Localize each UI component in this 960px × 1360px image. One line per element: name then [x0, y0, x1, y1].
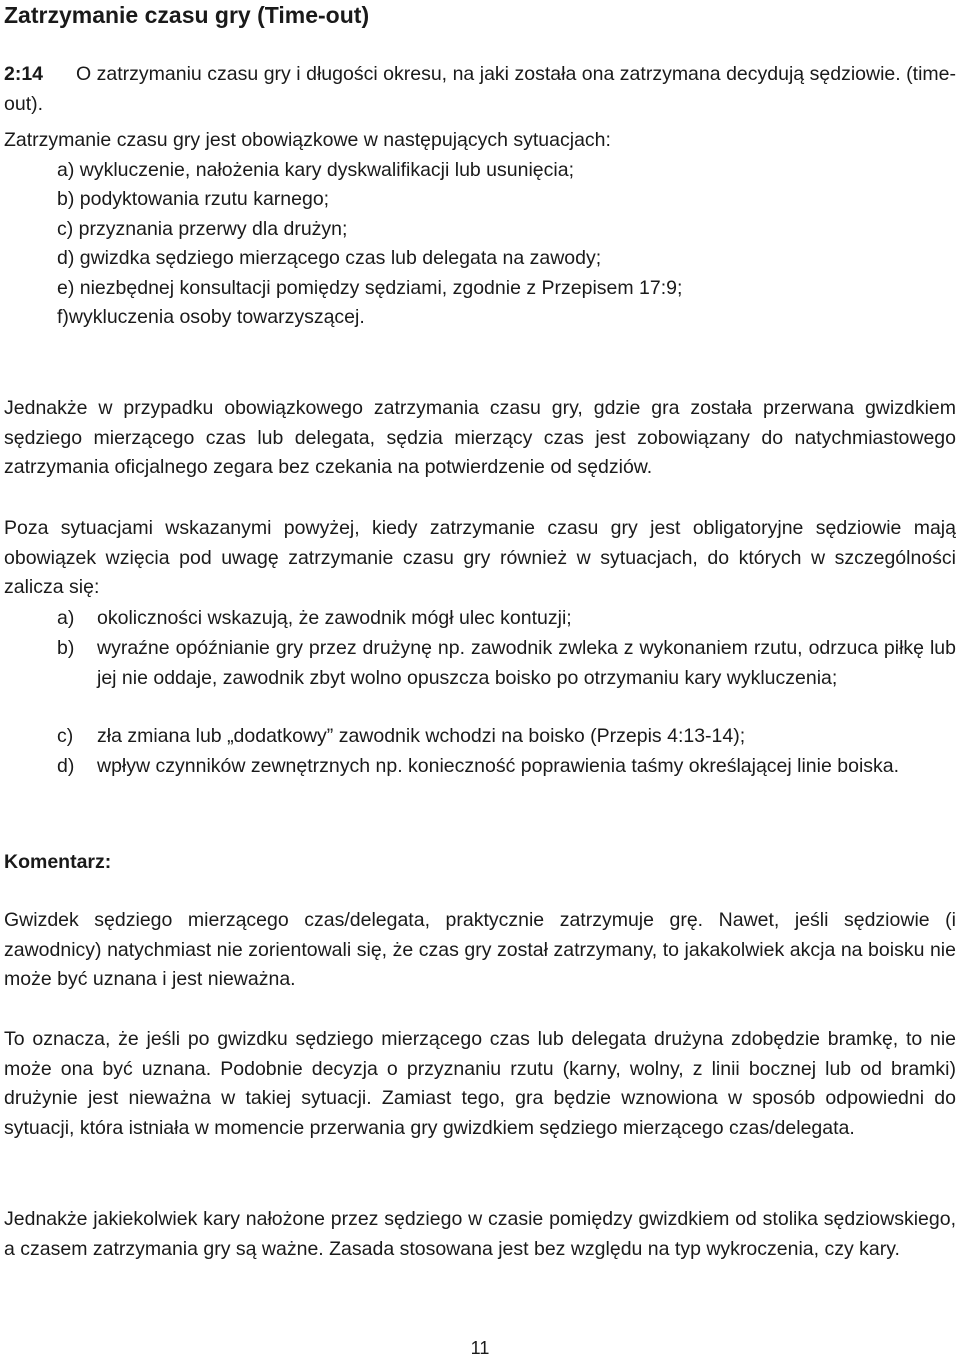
rule-number: 2:14: [4, 63, 44, 85]
mandatory-item-f: f)wykluczenia osoby towarzyszącej.: [57, 306, 365, 328]
mandatory-item-c: c) przyznania przerwy dla drużyn;: [57, 218, 348, 240]
comment-paragraph-3: Jednakże jakiekolwiek kary nałożone przez sędziego w czasie pomiędzy gwizdkiem od stolika sędziowskiego, a czasem zatrzymania gry są ważne. Zasada stosowana jest bez względu na typ wykroczenia, czy kary.: [4, 1208, 956, 1260]
situation-mark: c): [57, 725, 74, 747]
mandatory-intro: Zatrzymanie czasu gry jest obowiązkowe w następujących sytuacjach:: [4, 129, 611, 151]
situation-mark: b): [57, 637, 75, 659]
mandatory-item-d: d) gwizdka sędziego mierzącego czas lub delegata na zawody;: [57, 247, 602, 269]
page-title: Zatrzymanie czasu gry (Time-out): [4, 2, 370, 28]
situation-mark: d): [57, 755, 75, 777]
situation-mark: a): [57, 607, 75, 629]
mandatory-item-b: b) podyktowania rzutu karnego;: [57, 188, 330, 210]
situation-text: wyraźne opóźnianie gry przez drużynę np. zawodnik zwleka z wykonaniem rzutu, odrzuca piłkę lub jej nie oddaje, zawodnik zbyt wolno opuszcza boisko po otrzymaniu kary wykluczenia;: [97, 637, 956, 689]
situation-text: wpływ czynników zewnętrznych np. konieczność poprawienia taśmy określającej linie boiska.: [97, 755, 900, 777]
rule-text: O zatrzymaniu czasu gry i długości okresu, na jaki została ona zatrzymana decydują sędziowie. (time-out).: [4, 63, 956, 115]
situation-text: okoliczności wskazują, że zawodnik mógł ulec kontuzji;: [97, 607, 572, 629]
mandatory-item-a: a) wykluczenie, nałożenia kary dyskwalifikacji lub usunięcia;: [57, 159, 574, 181]
comment-paragraph-1: Gwizdek sędziego mierzącego czas/delegata, praktycznie zatrzymuje grę. Nawet, jeśli sędziowie (i zawodnicy) natychmiast nie zorientowali się, że czas gry został zatrzymany, to jakakolwiek akcja na boisku nie może być uznana i jest nieważna.: [4, 909, 956, 990]
situation-item-d: [57, 752, 956, 782]
paragraph-however: Jednakże w przypadku obowiązkowego zatrzymania czasu gry, gdzie gra została przerwana gwizdkiem sędziego mierzącego czas lub delegata, sędzia mierzący czas jest zobowiązany do natychmiastowego zatrzymania oficjalnego zegara bez czekania na potwierdzenie od sędziów.: [4, 397, 956, 478]
situation-text: zła zmiana lub „dodatkowy” zawodnik wchodzi na boisko (Przepis 4:13-14);: [97, 725, 746, 747]
comment-heading: Komentarz:: [4, 851, 112, 873]
page-number: 11: [470, 1338, 490, 1358]
mandatory-item-e: e) niezbędnej konsultacji pomiędzy sędziami, zgodnie z Przepisem 17:9;: [57, 277, 683, 299]
situation-item-a: [57, 604, 956, 634]
rule-paragraph: [4, 60, 956, 119]
situation-item-c: [57, 722, 956, 752]
situation-item-b: [57, 634, 956, 693]
paragraph-beyond: Poza sytuacjami wskazanymi powyżej, kiedy zatrzymanie czasu gry jest obligatoryjne sędziowie mają obowiązek wzięcia pod uwagę zatrzymanie czasu gry również w sytuacjach, do których w szczególności zalicza się:: [4, 517, 956, 598]
comment-paragraph-2: To oznacza, że jeśli po gwizdku sędziego mierzącego czas lub delegata drużyna zdobędzie bramkę, to nie może ona być uznana. Podobnie decyzja o przyznaniu rzutu (karny, wolny, z linii bocznej lub od bramki) drużynie jest nieważna w takiej sytuacji. Zamiast tego, gra będzie wznowiona w sposób odpowiedni do sytuacji, która istniała w momencie przerwania gry gwizdkiem sędziego mierzącego czas/delegata.: [4, 1028, 956, 1139]
